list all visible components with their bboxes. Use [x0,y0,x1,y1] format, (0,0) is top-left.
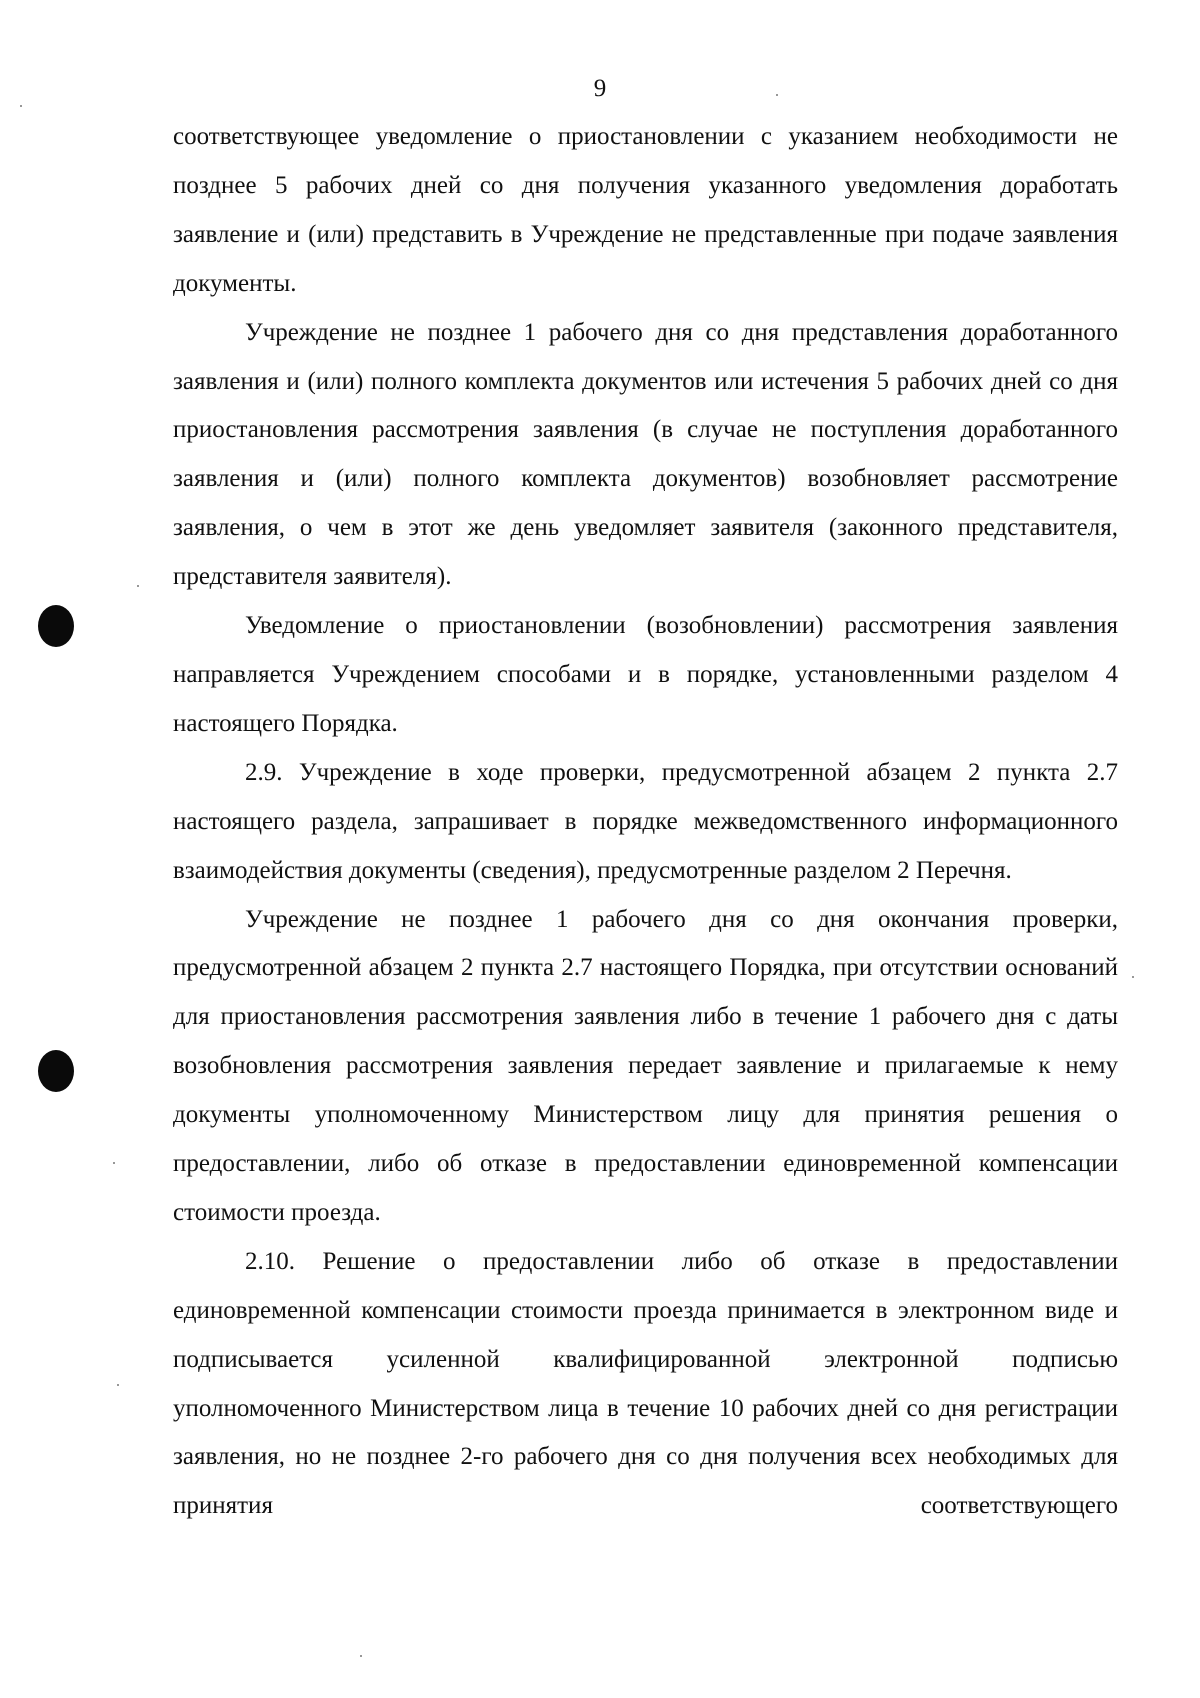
scan-speck [117,1384,119,1386]
scan-speck [776,94,778,96]
scan-speck [137,585,139,587]
punch-hole-bottom [38,1050,74,1092]
scan-speck [360,1655,362,1657]
paragraph-continuation: соответствующее уведомление о приостановлении с указанием необходимости не позднее 5 рабочих дней со дня получения указанного уведомления доработать заявление и (или) представить в Учреждение не представленные при подаче заявления документы. [173,123,1118,297]
paragraph-2-9: 2.9. Учреждение в ходе проверки, предусмотренной абзацем 2 пункта 2.7 настоящего раздела, запрашивает в порядке межведомственного информационного взаимодействия документы (сведения), предусмотренные разделом 2 Перечня. [173,758,1118,884]
page-number: 9 [593,75,607,102]
paragraph-resumption: Учреждение не позднее 1 рабочего дня со дня представления доработанного заявления и (или) полного комплекта документов или истечения 5 рабочих дней со дня приостановления рассмотрения заявления (в случае не поступления доработанного заявления и (или) полного комплекта документов) возобновляет рассмотрение заявления, о чем в этот же день уведомляет заявителя (законного представителя, представителя заявителя). [173,318,1118,591]
scan-speck [1132,976,1134,978]
paragraph-transfer: Учреждение не позднее 1 рабочего дня со дня окончания проверки, предусмотренной абзацем 2 пункта 2.7 настоящего Порядка, при отсутствии оснований для приостановления рассмотрения заявления либо в течение 1 рабочего дня с даты возобновления рассмотрения заявления передает заявление и прилагаемые к нему документы уполномоченному Министерством лицу для принятия решения о предоставлении, либо об отказе в предоставлении единовременной компенсации стоимости проезда. [173,905,1118,1226]
paragraph-2-10: 2.10. Решение о предоставлении либо об отказе в предоставлении единовременной компенсации стоимости проезда принимается в электронном виде и подписывается усиленной квалифицированной электронной подписью уполномоченного Министерством лица в течение 10 рабочих дней со дня регистрации заявления, но не позднее 2-го рабочего дня со дня получения всех необходимых для принятия соответствующего [173,1247,1118,1520]
punch-hole-top [38,605,74,647]
scan-speck [113,1162,115,1164]
body-text [173,113,1118,1531]
scan-speck [20,105,22,107]
paragraph-notification: Уведомление о приостановлении (возобновлении) рассмотрения заявления направляется Учреждением способами и в порядке, установленными разделом 4 настоящего Порядка. [173,612,1118,737]
